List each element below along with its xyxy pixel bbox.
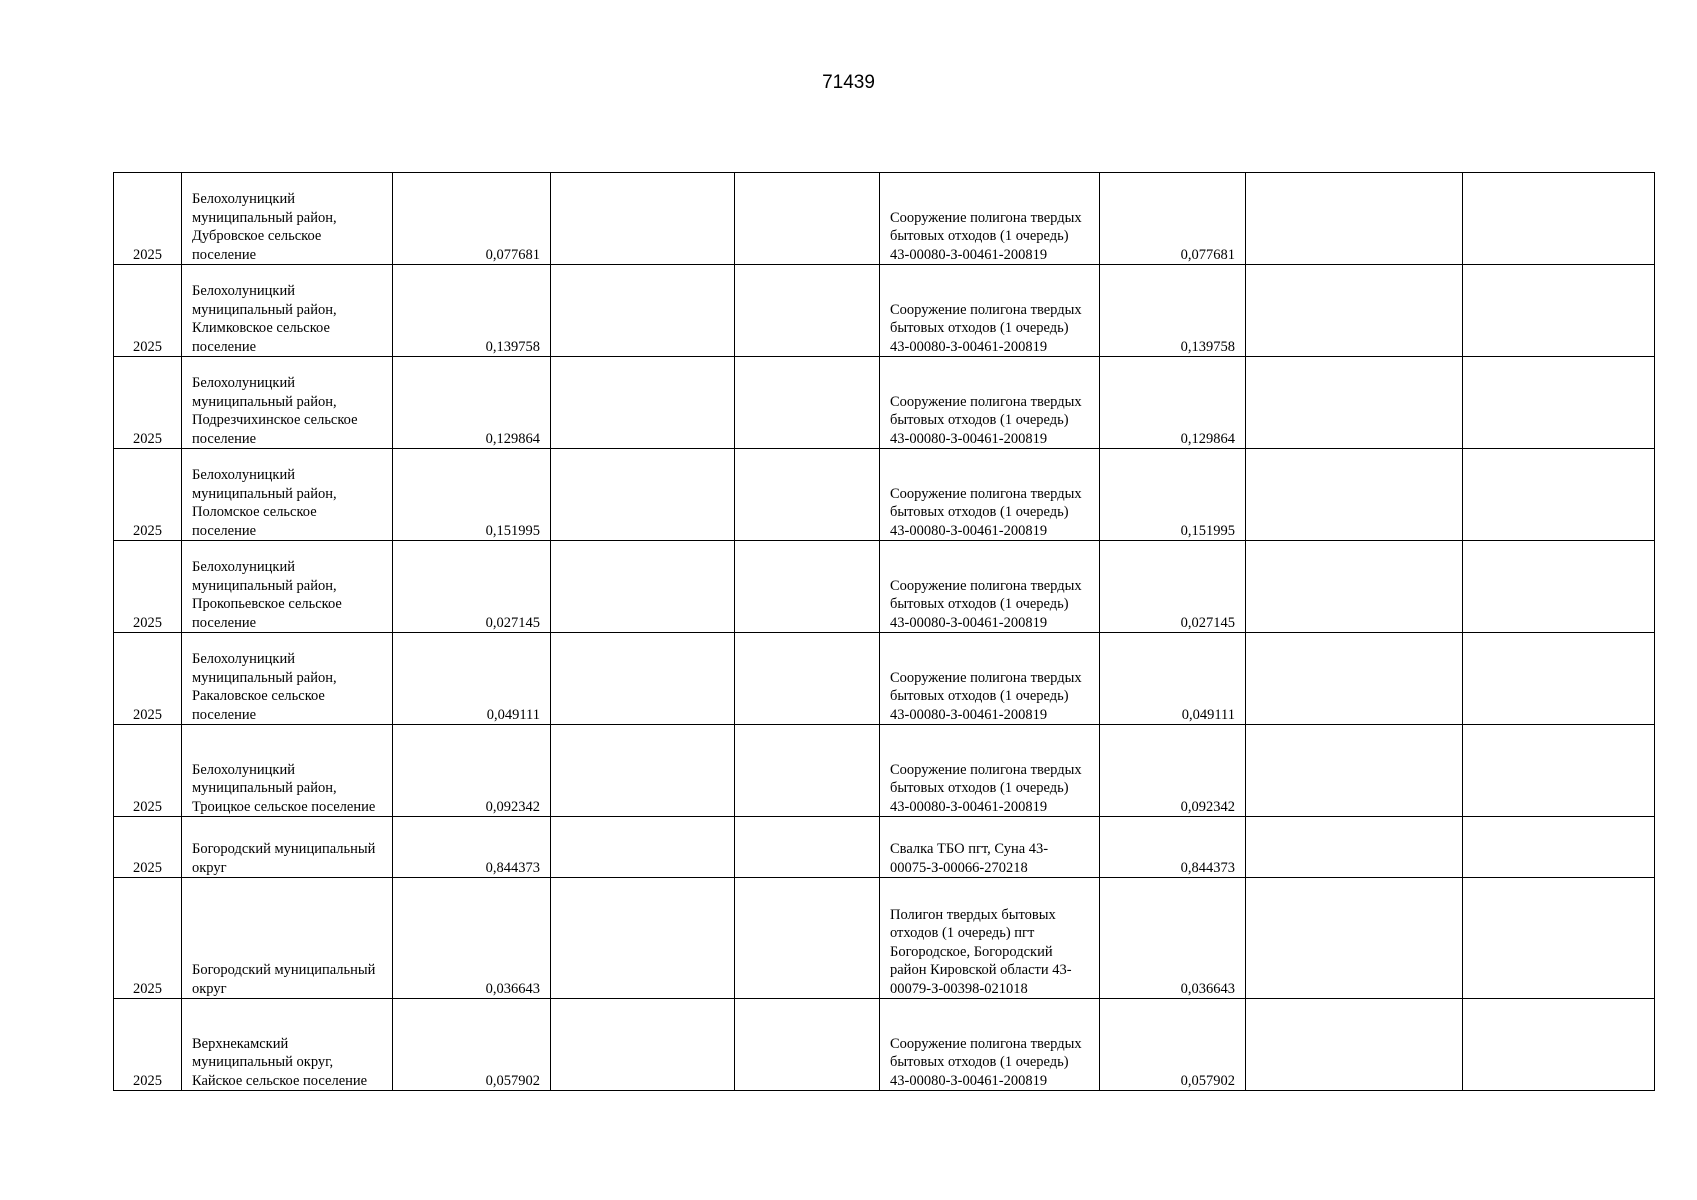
table-row [114, 633, 1655, 725]
table-row [114, 357, 1655, 449]
empty-cell [735, 633, 880, 725]
empty-cell [1463, 449, 1655, 541]
empty-cell [1463, 878, 1655, 999]
area-cell: Белохолуницкий муниципальный район, Дубровское сельское поселение [182, 173, 393, 265]
empty-cell [551, 173, 735, 265]
empty-cell [1463, 999, 1655, 1091]
table-row [114, 878, 1655, 999]
value-cell: 0,151995 [393, 449, 551, 541]
year-cell: 2025 [114, 633, 182, 725]
table-row [114, 265, 1655, 357]
area-cell: Белохолуницкий муниципальный район, Поломское сельское поселение [182, 449, 393, 541]
value-cell: 0,057902 [393, 999, 551, 1091]
empty-cell [735, 817, 880, 878]
year-cell: 2025 [114, 817, 182, 878]
value-cell: 0,027145 [393, 541, 551, 633]
empty-cell [1463, 265, 1655, 357]
value-cell: 0,129864 [393, 357, 551, 449]
table-row [114, 449, 1655, 541]
area-cell: Белохолуницкий муниципальный район, Климковское сельское поселение [182, 265, 393, 357]
object-cell: Сооружение полигона твердых бытовых отходов (1 очередь) 43-00080-З-00461-200819 [880, 999, 1100, 1091]
object-value-cell: 0,049111 [1100, 633, 1246, 725]
empty-cell [1246, 817, 1463, 878]
object-value-cell: 0,077681 [1100, 173, 1246, 265]
empty-cell [551, 633, 735, 725]
object-value-cell: 0,092342 [1100, 725, 1246, 817]
empty-cell [1463, 173, 1655, 265]
object-value-cell: 0,036643 [1100, 878, 1246, 999]
area-cell: Богородский муниципальный округ [182, 817, 393, 878]
empty-cell [735, 265, 880, 357]
data-table [113, 172, 1655, 1091]
empty-cell [735, 999, 880, 1091]
area-cell: Верхнекамский муниципальный округ, Кайское сельское поселение [182, 999, 393, 1091]
area-cell: Белохолуницкий муниципальный район, Прокопьевское сельское поселение [182, 541, 393, 633]
object-cell: Сооружение полигона твердых бытовых отходов (1 очередь) 43-00080-З-00461-200819 [880, 357, 1100, 449]
year-cell: 2025 [114, 878, 182, 999]
value-cell: 0,049111 [393, 633, 551, 725]
object-cell: Сооружение полигона твердых бытовых отходов (1 очередь) 43-00080-З-00461-200819 [880, 725, 1100, 817]
year-cell: 2025 [114, 541, 182, 633]
year-cell: 2025 [114, 725, 182, 817]
empty-cell [735, 449, 880, 541]
empty-cell [551, 878, 735, 999]
empty-cell [1463, 357, 1655, 449]
year-cell: 2025 [114, 999, 182, 1091]
empty-cell [735, 541, 880, 633]
table-row [114, 999, 1655, 1091]
empty-cell [1246, 878, 1463, 999]
area-cell: Белохолуницкий муниципальный район, Троицкое сельское поселение [182, 725, 393, 817]
page-number: 71439 [822, 72, 875, 93]
table-row [114, 725, 1655, 817]
empty-cell [551, 725, 735, 817]
object-cell: Свалка ТБО пгт, Суна 43-00075-З-00066-270218 [880, 817, 1100, 878]
empty-cell [1463, 725, 1655, 817]
object-value-cell: 0,151995 [1100, 449, 1246, 541]
empty-cell [551, 357, 735, 449]
area-cell: Белохолуницкий муниципальный район, Ракаловское сельское поселение [182, 633, 393, 725]
year-cell: 2025 [114, 265, 182, 357]
object-cell: Сооружение полигона твердых бытовых отходов (1 очередь) 43-00080-З-00461-200819 [880, 633, 1100, 725]
empty-cell [1246, 541, 1463, 633]
empty-cell [1246, 633, 1463, 725]
empty-cell [735, 878, 880, 999]
year-cell: 2025 [114, 357, 182, 449]
object-value-cell: 0,844373 [1100, 817, 1246, 878]
empty-cell [551, 999, 735, 1091]
object-cell: Полигон твердых бытовых отходов (1 очередь) пгт Богородское, Богородский район Кировской области 43-00079-З-00398-021018 [880, 878, 1100, 999]
value-cell: 0,092342 [393, 725, 551, 817]
empty-cell [735, 725, 880, 817]
empty-cell [1246, 999, 1463, 1091]
empty-cell [551, 541, 735, 633]
table-row [114, 173, 1655, 265]
value-cell: 0,139758 [393, 265, 551, 357]
empty-cell [551, 817, 735, 878]
object-cell: Сооружение полигона твердых бытовых отходов (1 очередь) 43-00080-З-00461-200819 [880, 173, 1100, 265]
object-cell: Сооружение полигона твердых бытовых отходов (1 очередь) 43-00080-З-00461-200819 [880, 449, 1100, 541]
object-cell: Сооружение полигона твердых бытовых отходов (1 очередь) 43-00080-З-00461-200819 [880, 541, 1100, 633]
empty-cell [735, 357, 880, 449]
year-cell: 2025 [114, 449, 182, 541]
empty-cell [1463, 633, 1655, 725]
value-cell: 0,077681 [393, 173, 551, 265]
empty-cell [551, 449, 735, 541]
empty-cell [1463, 817, 1655, 878]
area-cell: Белохолуницкий муниципальный район, Подрезчихинское сельское поселение [182, 357, 393, 449]
table-row [114, 817, 1655, 878]
object-cell: Сооружение полигона твердых бытовых отходов (1 очередь) 43-00080-З-00461-200819 [880, 265, 1100, 357]
empty-cell [1246, 173, 1463, 265]
value-cell: 0,844373 [393, 817, 551, 878]
area-cell: Богородский муниципальный округ [182, 878, 393, 999]
table-row [114, 541, 1655, 633]
empty-cell [1463, 541, 1655, 633]
object-value-cell: 0,027145 [1100, 541, 1246, 633]
empty-cell [1246, 357, 1463, 449]
empty-cell [1246, 265, 1463, 357]
value-cell: 0,036643 [393, 878, 551, 999]
empty-cell [1246, 449, 1463, 541]
empty-cell [735, 173, 880, 265]
object-value-cell: 0,057902 [1100, 999, 1246, 1091]
empty-cell [551, 265, 735, 357]
year-cell: 2025 [114, 173, 182, 265]
object-value-cell: 0,139758 [1100, 265, 1246, 357]
object-value-cell: 0,129864 [1100, 357, 1246, 449]
empty-cell [1246, 725, 1463, 817]
